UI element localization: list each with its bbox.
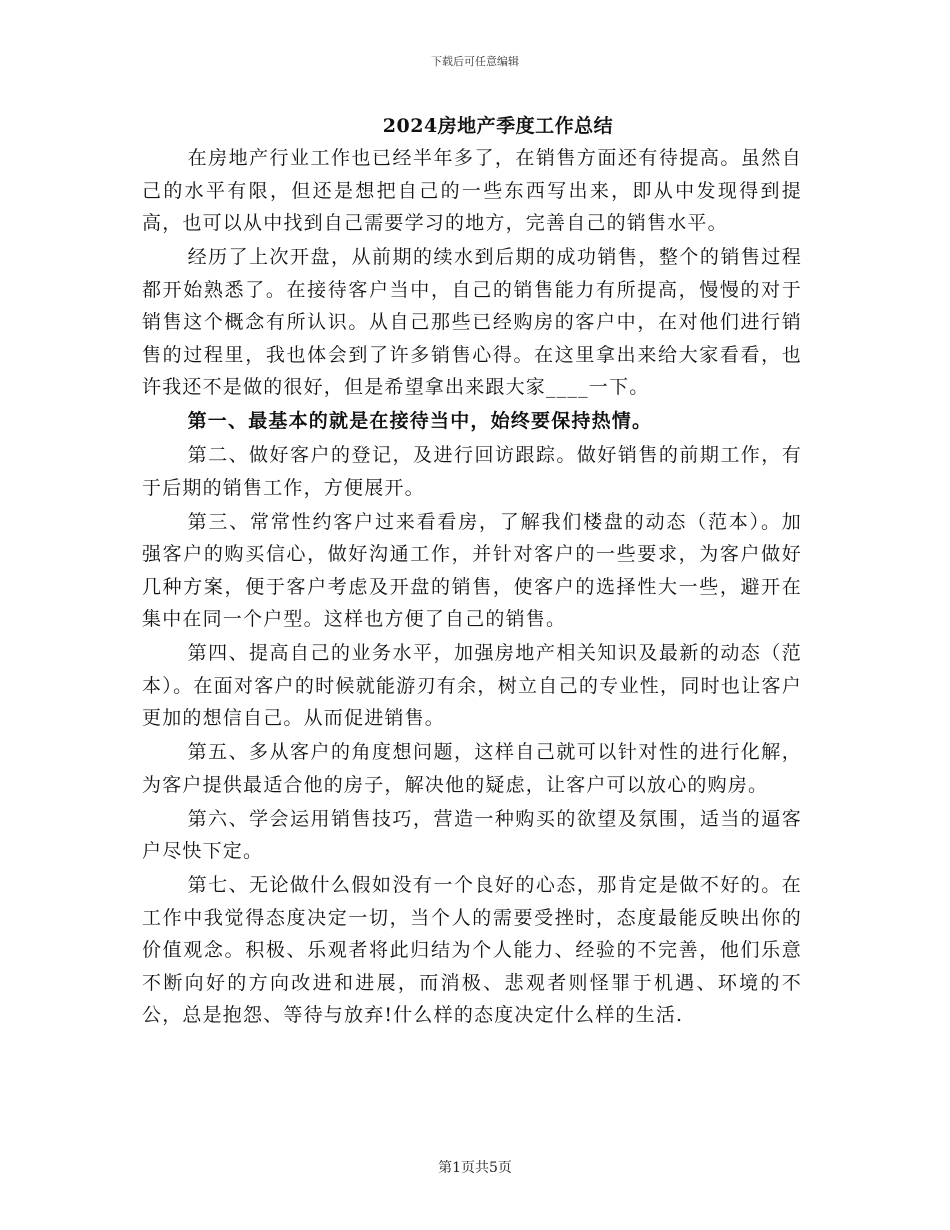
paragraph-point-4: 第四、提高自己的业务水平，加强房地产相关知识及最新的动态（范本）。在面对客户的时候就能游刃有余，树立自己的专业性，同时也让客户更加的想信自己。从而促进销售。 [142,642,802,729]
paragraph-point-7: 第七、无论做什么假如没有一个良好的心态，那肯定是做不好的。在工作中我觉得态度决定一切，当个人的需要受挫时，态度最能反映出你的价值观念。积极、乐观者将此归结为个人能力、经验的不完善，他们乐意不断向好的方向改进和进展，而消极、悲观者则怪罪于机遇、环境的不公，总是抱怨、等待与放弃!什么样的态度决定什么样的生活. [142,874,802,1026]
paragraph-point-6: 第六、学会运用销售技巧，营造一种购买的欲望及氛围，适当的逼客户尽快下定。 [142,807,802,862]
header-note: 下载后可任意编辑 [431,55,519,68]
page-number-footer: 第1页共5页 [438,1160,512,1176]
paragraph-point-5: 第五、多从客户的角度想问题，这样自己就可以针对性的进行化解，为客户提供最适合他的房子，解决他的疑虑，让客户可以放心的购房。 [142,741,802,796]
paragraph-point-1: 第一、最基本的就是在接待当中，始终要保持热情。 [187,410,653,432]
paragraph-point-3: 第三、常常性约客户过来看看房，了解我们楼盘的动态（范本）。加强客户的购买信心，做好沟通工作，并针对客户的一些要求，为客户做好几种方案，便于客户考虑及开盘的销售，使客户的选择性大一些，避开在集中在同一个户型。这样也方便了自己的销售。 [142,510,802,630]
document-title: 2024房地产季度工作总结 [382,115,614,137]
paragraph-experience: 经历了上次开盘，从前期的续水到后期的成功销售，整个的销售过程都开始熟悉了。在接待客户当中，自己的销售能力有所提高，慢慢的对于销售这个概念有所认识。从自己那些已经购房的客户中，在对他们进行销售的过程里，我也体会到了许多销售心得。在这里拿出来给大家看看，也许我还不是做的很好，但是希望拿出来跟大家____一下。 [142,246,802,398]
paragraph-intro: 在房地产行业工作也已经半年多了，在销售方面还有待提高。虽然自己的水平有限，但还是想把自己的一些东西写出来，即从中发现得到提高，也可以从中找到自己需要学习的地方，完善自己的销售水平。 [142,147,802,234]
paragraph-point-2: 第二、做好客户的登记，及进行回访跟踪。做好销售的前期工作，有于后期的销售工作，方便展开。 [142,444,802,499]
document-body [142,142,802,1033]
